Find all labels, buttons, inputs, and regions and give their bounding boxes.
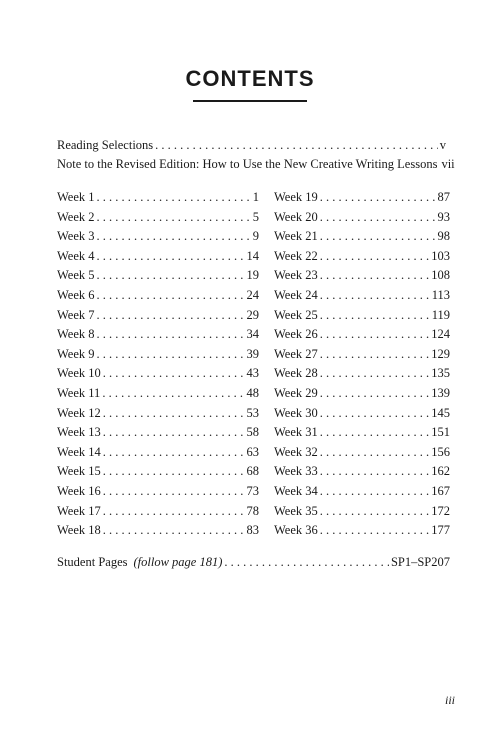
toc-entry-week[interactable] xyxy=(57,266,259,286)
toc-entry-page: 167 xyxy=(431,483,450,498)
toc-entry-week[interactable] xyxy=(57,443,259,463)
toc-entry-week[interactable] xyxy=(274,286,450,306)
dot-leader xyxy=(320,306,430,326)
dot-leader xyxy=(320,502,429,522)
toc-entry-week[interactable] xyxy=(57,364,259,384)
toc-entry-page: 78 xyxy=(246,503,259,518)
toc-entry-page: 14 xyxy=(246,248,259,263)
toc-entry-label: Week 18 xyxy=(57,523,101,538)
dot-leader xyxy=(97,325,245,345)
toc-entry-page: v xyxy=(439,138,446,152)
toc-entry-label: Week 34 xyxy=(274,483,318,498)
toc-entry-week[interactable] xyxy=(57,286,259,306)
toc-entry-page: 29 xyxy=(246,307,259,322)
dot-leader xyxy=(320,345,429,365)
dot-leader xyxy=(320,482,429,502)
toc-entry-week[interactable] xyxy=(57,227,259,247)
toc-entry-week[interactable] xyxy=(57,325,259,345)
toc-entry-week[interactable] xyxy=(57,247,259,267)
toc-entry-page: 43 xyxy=(246,366,259,381)
toc-entry-page: 68 xyxy=(246,464,259,479)
toc-entry-label: Week 25 xyxy=(274,307,318,322)
toc-entry-page: vii xyxy=(441,157,455,171)
toc-entry-label: Week 14 xyxy=(57,444,101,459)
dot-leader xyxy=(97,286,245,306)
toc-entry-page: 113 xyxy=(431,287,450,302)
toc-entry-page: 162 xyxy=(431,464,450,479)
toc-entry-page: 172 xyxy=(431,503,450,518)
dot-leader xyxy=(320,423,429,443)
toc-entry-label: Week 17 xyxy=(57,503,101,518)
toc-entry-label: Week 27 xyxy=(274,346,318,361)
toc-entry-page: 139 xyxy=(431,385,450,400)
toc-entry-page: 83 xyxy=(246,523,259,538)
dot-leader xyxy=(320,325,429,345)
toc-entry-week[interactable] xyxy=(274,502,450,522)
dot-leader xyxy=(320,247,429,267)
toc-entry-page: 177 xyxy=(431,523,450,538)
toc-entry-week[interactable] xyxy=(274,462,450,482)
toc-entry-week[interactable] xyxy=(57,423,259,443)
toc-entry-label: Week 12 xyxy=(57,405,101,420)
toc-entry-page: 34 xyxy=(246,327,259,342)
toc-entry-label: Week 2 xyxy=(57,209,95,224)
toc-entry-label: Week 7 xyxy=(57,307,95,322)
toc-entry-week[interactable] xyxy=(57,345,259,365)
dot-leader xyxy=(97,247,245,267)
toc-entry-label: Week 35 xyxy=(274,503,318,518)
dot-leader xyxy=(155,136,438,155)
toc-entry-week[interactable] xyxy=(274,404,450,424)
toc-entry-week[interactable] xyxy=(57,306,259,326)
weeks-column-left xyxy=(57,188,259,541)
toc-entry-week[interactable] xyxy=(274,188,450,208)
toc-entry-label: Week 23 xyxy=(274,268,318,283)
toc-entry-page: 93 xyxy=(437,209,450,224)
toc-entry-week[interactable] xyxy=(274,325,450,345)
toc-entry-student-pages[interactable] xyxy=(57,553,450,572)
toc-entry-label: Week 22 xyxy=(274,248,318,263)
toc-entry-page: 24 xyxy=(246,287,259,302)
toc-entry-label: Week 15 xyxy=(57,464,101,479)
toc-entry-label: Reading Selections xyxy=(57,138,154,152)
dot-leader xyxy=(320,266,429,286)
toc-entry-week[interactable] xyxy=(57,404,259,424)
dot-leader xyxy=(103,443,245,463)
toc-entry-label: Week 32 xyxy=(274,444,318,459)
dot-leader xyxy=(102,384,244,404)
dot-leader xyxy=(97,345,245,365)
dot-leader xyxy=(97,188,251,208)
toc-entry-page: 48 xyxy=(246,385,259,400)
toc-entry-label: Week 10 xyxy=(57,366,101,381)
toc-entry-week[interactable] xyxy=(57,208,259,228)
toc-entry-page: 58 xyxy=(246,425,259,440)
toc-entry-week[interactable] xyxy=(274,306,450,326)
dot-leader xyxy=(320,286,430,306)
toc-entry-label: Week 16 xyxy=(57,483,101,498)
toc-entry-page: 103 xyxy=(431,248,450,263)
toc-entry-label: Note to the Revised Edition: How to Use the New Creative Writing Lessons xyxy=(57,157,438,171)
dot-leader xyxy=(320,208,436,228)
toc-entry-label: Week 21 xyxy=(274,229,318,244)
toc-entry-page: 63 xyxy=(246,444,259,459)
toc-entry-week[interactable] xyxy=(274,384,450,404)
toc-entry-week[interactable] xyxy=(274,266,450,286)
dot-leader xyxy=(103,404,245,424)
dot-leader xyxy=(103,482,245,502)
toc-entry-week[interactable] xyxy=(57,462,259,482)
toc-entry-week[interactable] xyxy=(57,502,259,522)
toc-entry-label: Week 4 xyxy=(57,248,95,263)
toc-entry-label: Week 30 xyxy=(274,405,318,420)
dot-leader xyxy=(320,227,436,247)
toc-entry-label: Week 11 xyxy=(57,385,101,400)
toc-entry-label: Week 3 xyxy=(57,229,95,244)
toc-entry-page: 73 xyxy=(246,483,259,498)
toc-entry-week[interactable] xyxy=(57,521,259,541)
dot-leader xyxy=(320,443,429,463)
toc-entry-week[interactable] xyxy=(274,521,450,541)
dot-leader xyxy=(320,188,436,208)
toc-entry-label: Week 13 xyxy=(57,425,101,440)
toc-entry-page: 124 xyxy=(431,327,450,342)
toc-entry-label: Week 6 xyxy=(57,287,95,302)
toc-entry-label: Week 20 xyxy=(274,209,318,224)
toc-entry-week[interactable] xyxy=(274,423,450,443)
toc-entry-week[interactable] xyxy=(274,227,450,247)
toc-entry-reading-selections[interactable] xyxy=(57,136,446,155)
toc-entry-week[interactable] xyxy=(57,482,259,502)
toc-entry-page: SP1–SP207 xyxy=(390,555,450,569)
toc-entry-note-revised-edition[interactable] xyxy=(57,155,455,174)
dot-leader xyxy=(103,502,245,522)
toc-entry-label: Week 26 xyxy=(274,327,318,342)
dot-leader xyxy=(320,521,429,541)
toc-entry-page: 5 xyxy=(252,209,259,224)
toc-entry-label: Week 1 xyxy=(57,190,95,204)
toc-entry-label: Week 8 xyxy=(57,327,95,342)
toc-entry-week[interactable] xyxy=(274,247,450,267)
toc-entry-page: 119 xyxy=(431,307,450,322)
toc-entry-label: Week 9 xyxy=(57,346,95,361)
toc-entry-page: 87 xyxy=(437,190,450,204)
dot-leader xyxy=(320,462,429,482)
toc-entry-week[interactable] xyxy=(57,384,259,404)
dot-leader xyxy=(103,462,245,482)
dot-leader xyxy=(103,423,245,443)
toc-entry-week[interactable] xyxy=(57,188,259,208)
dot-leader xyxy=(97,306,245,326)
toc-entry-label: Week 28 xyxy=(274,366,318,381)
toc-entry-page: 129 xyxy=(431,346,450,361)
toc-entry-week[interactable] xyxy=(274,443,450,463)
dot-leader xyxy=(320,404,429,424)
weeks-column-right xyxy=(274,188,450,541)
toc-entry-page: 19 xyxy=(246,268,259,283)
toc-entry-page: 98 xyxy=(437,229,450,244)
dot-leader xyxy=(97,266,245,286)
toc-entry-week[interactable] xyxy=(274,364,450,384)
toc-entry-label: Week 19 xyxy=(274,190,318,204)
toc-entry-page: 156 xyxy=(431,444,450,459)
dot-leader xyxy=(97,208,251,228)
dot-leader xyxy=(224,553,389,572)
dot-leader xyxy=(320,384,429,404)
toc-entry-week[interactable] xyxy=(274,208,450,228)
toc-entry-label: Week 33 xyxy=(274,464,318,479)
toc-entry-label: Week 24 xyxy=(274,287,318,302)
dot-leader xyxy=(320,364,429,384)
toc-entry-label: Student Pages xyxy=(57,555,128,569)
toc-entry-note: (follow page 181) xyxy=(133,555,223,569)
toc-entry-label: Week 36 xyxy=(274,523,318,538)
toc-entry-page: 53 xyxy=(246,405,259,420)
dot-leader xyxy=(97,227,251,247)
toc-entry-page: 108 xyxy=(431,268,450,283)
toc-entry-label: Week 5 xyxy=(57,268,95,283)
toc-entry-page: 1 xyxy=(252,190,259,204)
dot-leader xyxy=(103,521,245,541)
toc-entry-page: 135 xyxy=(431,366,450,381)
toc-entry-page: 145 xyxy=(431,405,450,420)
toc-entry-label: Week 29 xyxy=(274,385,318,400)
toc-entry-label: Week 31 xyxy=(274,425,318,440)
toc-entry-page: 151 xyxy=(431,425,450,440)
title-underline xyxy=(193,100,307,102)
toc-entry-page: 9 xyxy=(252,229,259,244)
dot-leader xyxy=(103,364,245,384)
toc-entry-week[interactable] xyxy=(274,345,450,365)
page-title: CONTENTS xyxy=(185,66,315,91)
page-number: iii xyxy=(444,693,455,707)
toc-entry-page: 39 xyxy=(246,346,259,361)
toc-entry-week[interactable] xyxy=(274,482,450,502)
